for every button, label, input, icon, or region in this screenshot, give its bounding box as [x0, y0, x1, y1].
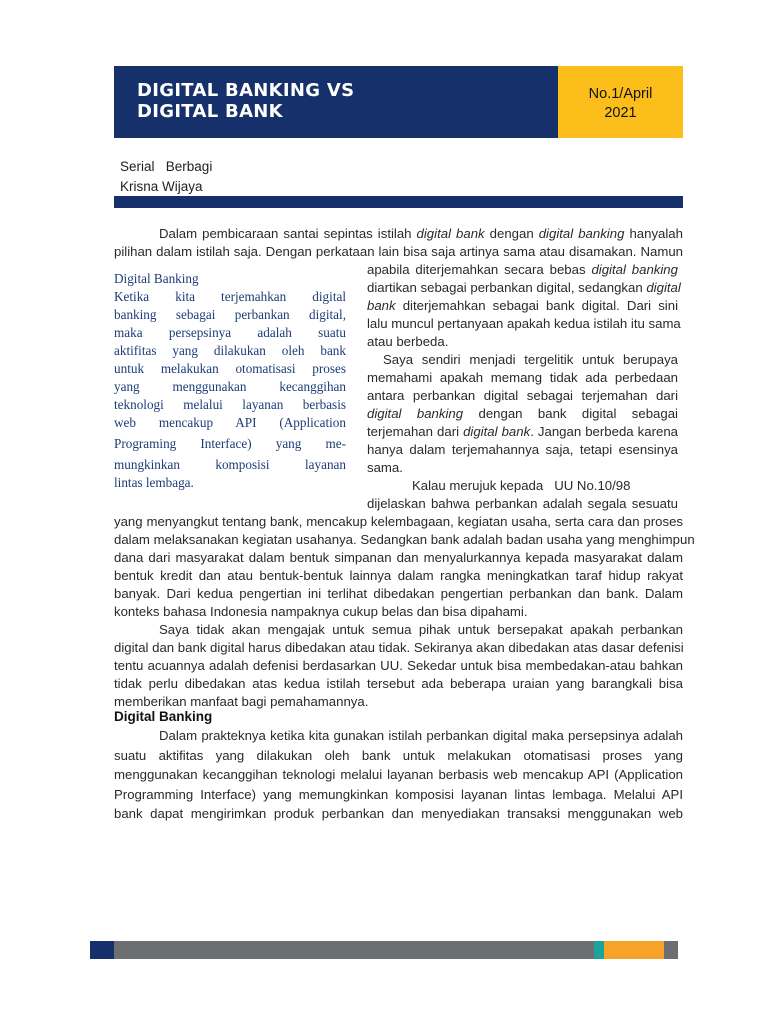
sidebar-line: yang menggunakan kecanggihan — [114, 379, 346, 394]
text-run-italic: digital — [646, 280, 681, 295]
body-line: digital dan bank digital harus dibedakan atau tidak. Sekiranya akan dibedakan atas dasar defenisi — [114, 640, 684, 655]
body-line: dana dari masyarakat dalam bentuk simpanan dan menyalurkannya kepada masyarakat dalam — [114, 550, 683, 565]
text-run: hanyalah — [624, 226, 683, 241]
right-col-line: hanya dalam terjemahannya saja, tetapi esensinya — [367, 442, 678, 457]
body-line: memberikan manfaat bagi pemahamannya. — [114, 694, 369, 709]
footer-bar-gray — [114, 941, 594, 959]
body-line: konteks bahasa Indonesia nampaknya cukup belas dan bisa dipahami. — [114, 604, 528, 619]
text-run: dengan — [484, 226, 539, 241]
right-col-line — [367, 405, 678, 423]
series-word-1: Serial — [120, 159, 155, 174]
body-line: bentuk kredit dan atau bentuk-bentuk lainnya dalam rangka meningkatkan taraf hidup rakyat — [114, 568, 683, 583]
text-run-italic: digital banking — [367, 406, 464, 421]
footer-bar-gray-end — [664, 941, 678, 959]
header-divider — [114, 196, 683, 208]
issue-year: 2021 — [604, 105, 637, 121]
series-word-2: Berbagi — [165, 159, 213, 174]
body-line: dalam melaksanakan kegiatan usahanya. Sedangkan bank adalah badan usaha yang menghimpun — [114, 532, 695, 547]
right-col-line — [367, 297, 678, 315]
text-run: diterjemahkan sebagai bank digital. Dari sini — [395, 298, 678, 313]
text-run: apabila diterjemahkan secara bebas — [367, 262, 592, 277]
sidebar-line: untuk melakukan otomatisasi proses — [114, 361, 346, 376]
text-run: Dalam pembicaraan santai sepintas istilah — [159, 226, 417, 241]
sidebar-line: aktifitas yang dilakukan oleh bank — [114, 343, 346, 358]
section-heading: Digital Banking — [114, 709, 213, 724]
text-run-italic: bank — [367, 298, 396, 313]
body-line: yang menyangkut tentang bank, mencakup kelembagaan, kegiatan usaha, serta cara dan proses — [114, 514, 683, 529]
right-col-line: Kalau merujuk kepada UU No.10/98 — [412, 478, 631, 493]
series-label — [120, 157, 212, 177]
right-col-line: atau berbeda. — [367, 334, 449, 349]
title-banner — [114, 66, 558, 138]
author-name: Krisna Wijaya — [120, 179, 203, 194]
body-line: banyak. Dari kedua pengertian ini terlihat dibedakan pengertian perbankan dan bank. Dalam — [114, 586, 683, 601]
body-line: Programming Interface) yang memungkinkan komposisi layanan lintas lembaga. Melalui API — [114, 787, 683, 802]
body-line: tidak perlu dibedakan atas kedua istilah tersebut ada beberapa uraian yang barangkali bisa — [114, 676, 683, 691]
text-run-italic: digital banking — [538, 226, 625, 241]
issue-number: No.1/April — [588, 86, 653, 102]
text-run-italic: digital bank — [463, 424, 531, 439]
intro-line-2: pilihan dalam istilah saja. Dengan perkataan lain bisa saja artinya sama atau disamakan. Namun — [114, 244, 683, 259]
right-col-line: Saya sendiri menjadi tergelitik untuk berupaya — [383, 352, 678, 367]
intro-line-1 — [114, 225, 683, 243]
sidebar-line: maka persepsinya adalah suatu — [114, 325, 346, 340]
title-line-2: DIGITAL BANK — [137, 101, 283, 122]
text-run: terjemahan dari — [367, 424, 464, 439]
text-run: dengan bank digital sebagai — [463, 406, 678, 421]
text-run: diartikan sebagai perbankan digital, sedangkan — [367, 280, 647, 295]
right-col-line: sama. — [367, 460, 403, 475]
body-line: Saya tidak akan mengajak untuk semua pihak untuk bersepakat apakah perbankan — [159, 622, 683, 637]
body-line: tentu acuannya adalah defenisi berdasarkan UU. Sekedar untuk bisa membedakan-atau bahkan — [114, 658, 683, 673]
sidebar-title: Digital Banking — [114, 271, 199, 286]
title-line-1: DIGITAL BANKING VS — [137, 80, 355, 101]
right-col-line — [367, 261, 678, 279]
article-meta — [120, 157, 212, 197]
body-line: Dalam prakteknya ketika kita gunakan istilah perbankan digital maka persepsinya adalah — [159, 728, 683, 743]
right-col-line: lalu muncul pertanyaan apakah kedua istilah itu sama — [367, 316, 681, 331]
footer-bar-teal — [594, 941, 604, 959]
sidebar-line: web mencakup API (Application — [114, 415, 346, 430]
text-run-italic: digital banking — [591, 262, 678, 277]
sidebar-line: teknologi melalui layanan berbasis — [114, 397, 346, 412]
sidebar-line: lintas lembaga. — [114, 475, 194, 490]
right-col-line: antara perbankan digital sebagai terjemahan dari — [367, 388, 678, 403]
sidebar-line: Ketika kita terjemahkan digital — [114, 289, 346, 304]
footer-bar-orange — [604, 941, 664, 959]
body-line: bank dapat mengirimkan produk perbankan dan menyediakan transaksi menggunakan web — [114, 806, 683, 821]
right-col-line: memahami apakah memang tidak ada perbedaan — [367, 370, 678, 385]
text-run: . Jangan berbeda karena — [530, 424, 678, 439]
right-col-line — [367, 423, 678, 441]
footer-bar-navy — [90, 941, 114, 959]
body-line: menggunakan kecanggihan teknologi melalui layanan berbasis web mencakup API (Application — [114, 767, 683, 782]
issue-badge — [558, 66, 683, 138]
right-col-line: dijelaskan bahwa perbankan adalah segala sesuatu — [367, 496, 678, 511]
right-col-line — [367, 279, 681, 297]
sidebar-line: Programing Interface) yang me- — [114, 436, 346, 451]
pull-quote-sidebar — [114, 270, 346, 492]
body-line: suatu aktifitas yang dilakukan oleh bank untuk melakukan otomatisasi proses yang — [114, 748, 683, 763]
text-run-italic: digital bank — [416, 226, 485, 241]
sidebar-line: banking sebagai perbankan digital, — [114, 307, 346, 322]
page-title — [137, 80, 354, 122]
sidebar-line: mungkinkan komposisi layanan — [114, 457, 346, 472]
